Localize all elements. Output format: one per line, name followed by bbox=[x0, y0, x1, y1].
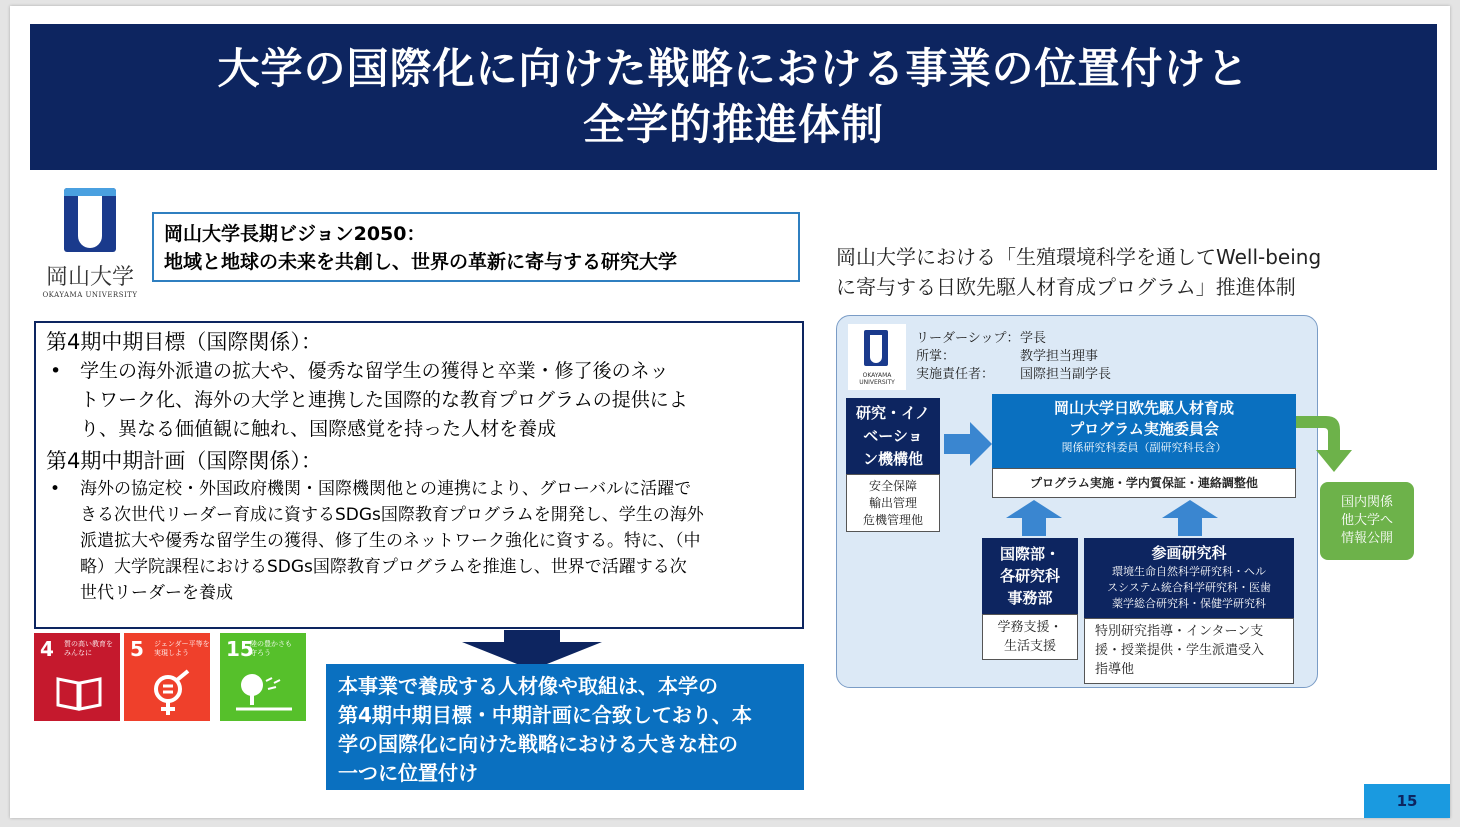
committee-duty-box: プログラム実施・学内質保証・連絡調整他 bbox=[992, 468, 1296, 498]
sdg-5-icon bbox=[124, 633, 210, 721]
goals-list bbox=[46, 357, 792, 444]
sdg-number: 15 bbox=[226, 637, 254, 661]
result-line: 第4期中期目標・中期計画に合致しており、本 bbox=[338, 703, 752, 727]
up-arrow-icon bbox=[1162, 500, 1218, 536]
plans-heading: 第4期中期計画（国際関係）： bbox=[46, 449, 322, 473]
goals-heading: 第4期中期目標（国際関係）： bbox=[46, 330, 322, 354]
plans-text-line: きる次世代リーダー育成に資するSDGs国際教育プログラムを開発し、学生の海外 bbox=[80, 505, 704, 525]
plans-text-line: 世代リーダーを養成 bbox=[80, 583, 233, 603]
jurisdiction-label: 所掌： bbox=[916, 349, 956, 364]
sdg-number: 4 bbox=[40, 637, 54, 661]
sdg-text: ジェンダー平等を 実現しよう bbox=[154, 640, 210, 657]
title-line-1: 大学の国際化に向けた戦略における事業の位置付けと bbox=[217, 44, 1250, 93]
logo-subtitle: OKAYAMA UNIVERSITY bbox=[42, 291, 138, 299]
sdg-15-icon bbox=[220, 633, 306, 721]
program-title bbox=[836, 242, 1321, 302]
jurisdiction-value: 教学担当理事 bbox=[1020, 349, 1099, 364]
graduate-schools-box: 参画研究科 環境生命自然科学研究科・ヘル スシステム統合科学研究科・医歯 薬学総合研究科・保健学研究科 bbox=[1084, 538, 1294, 618]
intl-dept-duties-box: 学務支援・ 生活支援 bbox=[982, 614, 1078, 660]
graduate-duties-box: 特別研究指導・インターン支 援・授業提供・学生派遣受入 指導他 bbox=[1084, 618, 1294, 684]
leadership-info bbox=[916, 330, 1112, 384]
plans-text-line: • 海外の協定校・外国政府機関・国際機関他との連携により、グローバルに活躍で bbox=[80, 479, 692, 499]
gender-equality-icon bbox=[148, 669, 192, 717]
innovation-org-box: 研究・イノ ベーショ ン機構他 bbox=[846, 398, 940, 474]
result-line: 学の国際化に向けた戦略における大きな柱の bbox=[338, 732, 738, 756]
intl-dept-box: 国際部・ 各研究科 事務部 bbox=[982, 538, 1078, 614]
result-line: 一つに位置付け bbox=[338, 761, 478, 785]
mini-logo bbox=[848, 324, 906, 390]
plans-bullet bbox=[80, 476, 792, 606]
up-arrow-icon bbox=[1006, 500, 1062, 536]
responsible-label: 実施責任者： bbox=[916, 367, 995, 382]
title-line-2: 全学的推進体制 bbox=[582, 100, 884, 149]
page-number: 15 bbox=[1364, 784, 1450, 818]
logo-name: 岡山大学 bbox=[45, 265, 134, 290]
mini-logo-text: OKAYAMA UNIVERSITY bbox=[859, 372, 895, 386]
goals-text-line: トワーク化、海外の大学と連携した国際的な教育プログラムの提供によ bbox=[80, 389, 688, 411]
goals-text-line: り、異なる価値観に触れ、国際感覚を持った人材を養成 bbox=[80, 418, 557, 440]
university-logo-icon bbox=[64, 188, 116, 252]
plans-text-line: 派遣拡大や優秀な留学生の獲得、修了生のネットワーク強化に資する。特に、（中 bbox=[80, 531, 701, 551]
plans-list bbox=[46, 476, 792, 606]
right-arrow-icon bbox=[944, 422, 992, 466]
sdg-text: 質の高い教育を みんなに bbox=[64, 640, 113, 657]
sdg-number: 5 bbox=[130, 637, 144, 661]
okayama-logo bbox=[40, 188, 140, 299]
vision-line-1: 岡山大学長期ビジョン2050： bbox=[164, 223, 426, 245]
plans-text-line: 略）大学院課程におけるSDGs国際教育プログラムを推進し、世界で活躍する次 bbox=[80, 557, 687, 577]
public-info-box: 国内関係 他大学へ 情報公開 bbox=[1320, 482, 1414, 560]
responsible-value: 国際担当副学長 bbox=[1020, 367, 1112, 382]
sdg-text: 陸の豊かさも 守ろう bbox=[250, 640, 292, 657]
result-box bbox=[326, 664, 804, 790]
goals-bullet bbox=[80, 357, 792, 444]
book-icon bbox=[54, 673, 104, 713]
slide bbox=[10, 6, 1450, 818]
tree-life-on-land-icon bbox=[232, 671, 296, 715]
program-title-line-1: 岡山大学における「生殖環境科学を通してWell-being bbox=[836, 245, 1322, 269]
title-bar bbox=[30, 24, 1437, 170]
leadership-label: リーダーシップ： bbox=[916, 331, 1020, 346]
university-logo-icon bbox=[864, 330, 888, 366]
result-line: 本事業で養成する人材像や取組は、本学の bbox=[338, 674, 718, 698]
program-title-line-2: に寄与する日欧先駆人材育成プログラム」推進体制 bbox=[836, 275, 1296, 299]
leadership-value: 学長 bbox=[1020, 331, 1047, 346]
long-term-vision-box bbox=[152, 212, 800, 282]
sdg-4-icon bbox=[34, 633, 120, 721]
goals-text-line: • 学生の海外派遣の拡大や、優秀な留学生の獲得と卒業・修了後のネッ bbox=[80, 360, 669, 382]
committee-box: 岡山大学日欧先駆人材育成 プログラム実施委員会 関係研究科委員（副研究科長含） bbox=[992, 394, 1296, 468]
mid-term-goals-box bbox=[34, 321, 804, 629]
innovation-duties-box: 安全保障 輸出管理 危機管理他 bbox=[846, 474, 940, 532]
curved-arrow-icon bbox=[1296, 410, 1360, 476]
vision-line-2: 地域と地球の未来を共創し、世界の革新に寄与する研究大学 bbox=[164, 251, 678, 273]
